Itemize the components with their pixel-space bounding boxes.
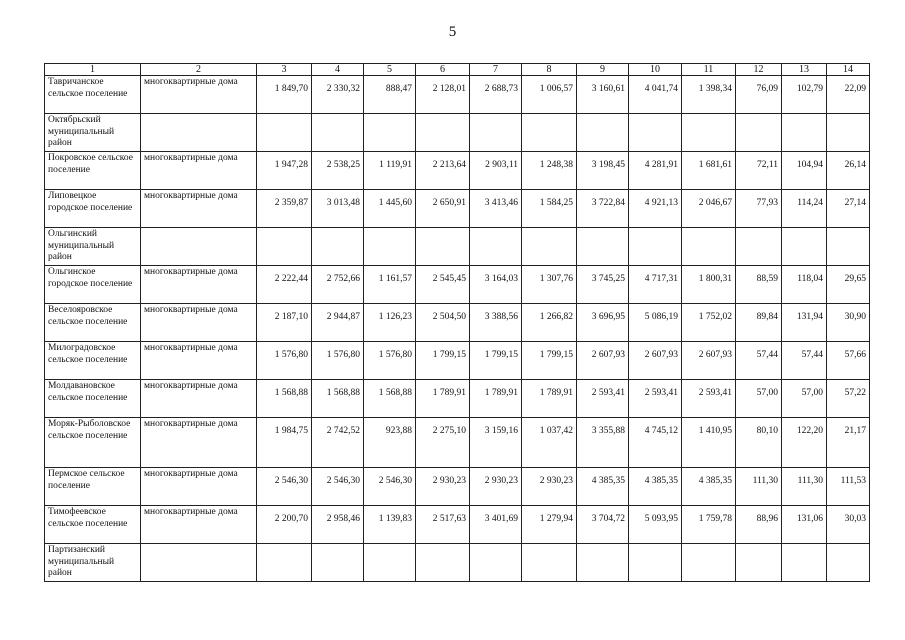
- column-header: 4: [312, 64, 364, 76]
- value-cell: 2 593,41: [577, 380, 629, 418]
- settlement-name: Моряк-Рыболовское сельское поселение: [45, 418, 141, 468]
- value-cell: 89,84: [736, 304, 782, 342]
- value-cell: 2 187,10: [257, 304, 312, 342]
- value-cell: 2 593,41: [629, 380, 682, 418]
- value-cell: 1 266,82: [522, 304, 577, 342]
- housing-type: многоквартирные дома: [141, 418, 257, 468]
- housing-type: многоквартирные дома: [141, 152, 257, 190]
- column-header: 14: [827, 64, 870, 76]
- value-cell: 111,30: [736, 468, 782, 506]
- value-cell: 5 093,95: [629, 506, 682, 544]
- column-header: 5: [364, 64, 416, 76]
- value-cell: 122,20: [782, 418, 827, 468]
- value-cell: [470, 544, 522, 582]
- value-cell: 2 607,93: [577, 342, 629, 380]
- value-cell: 27,14: [827, 190, 870, 228]
- value-cell: 2 650,91: [416, 190, 470, 228]
- housing-type: [141, 114, 257, 152]
- column-header: 3: [257, 64, 312, 76]
- value-cell: 1 410,95: [682, 418, 736, 468]
- value-cell: 2 944,87: [312, 304, 364, 342]
- value-cell: 1 799,15: [522, 342, 577, 380]
- value-cell: 3 401,69: [470, 506, 522, 544]
- value-cell: [257, 544, 312, 582]
- value-cell: 2 958,46: [312, 506, 364, 544]
- settlement-name: Ольгинский муниципальный район: [45, 228, 141, 266]
- value-cell: [312, 228, 364, 266]
- value-cell: 2 742,52: [312, 418, 364, 468]
- value-cell: 2 930,23: [470, 468, 522, 506]
- value-cell: 4 385,35: [629, 468, 682, 506]
- value-cell: 1 398,34: [682, 76, 736, 114]
- value-cell: 2 046,67: [682, 190, 736, 228]
- housing-type: многоквартирные дома: [141, 304, 257, 342]
- housing-type: многоквартирные дома: [141, 342, 257, 380]
- value-cell: 57,66: [827, 342, 870, 380]
- value-cell: [577, 114, 629, 152]
- value-cell: 3 355,88: [577, 418, 629, 468]
- value-cell: [416, 544, 470, 582]
- column-header: 1: [45, 64, 141, 76]
- value-cell: 1 752,02: [682, 304, 736, 342]
- value-cell: 2 517,63: [416, 506, 470, 544]
- value-cell: 22,09: [827, 76, 870, 114]
- value-cell: 1 789,91: [416, 380, 470, 418]
- value-cell: 2 545,45: [416, 266, 470, 304]
- settlement-name: Партизанский муниципальный район: [45, 544, 141, 582]
- value-cell: 111,30: [782, 468, 827, 506]
- value-cell: 2 930,23: [522, 468, 577, 506]
- value-cell: 57,00: [736, 380, 782, 418]
- value-cell: 1 576,80: [257, 342, 312, 380]
- value-cell: 888,47: [364, 76, 416, 114]
- column-header: 9: [577, 64, 629, 76]
- value-cell: 2 275,10: [416, 418, 470, 468]
- value-cell: 29,65: [827, 266, 870, 304]
- value-cell: 4 921,13: [629, 190, 682, 228]
- value-cell: 30,90: [827, 304, 870, 342]
- value-cell: 1 006,57: [522, 76, 577, 114]
- value-cell: 2 359,87: [257, 190, 312, 228]
- value-cell: 3 745,25: [577, 266, 629, 304]
- value-cell: 21,17: [827, 418, 870, 468]
- value-cell: [782, 544, 827, 582]
- table-row: [45, 544, 870, 582]
- value-cell: 2 538,25: [312, 152, 364, 190]
- value-cell: 2 222,44: [257, 266, 312, 304]
- value-cell: [522, 544, 577, 582]
- value-cell: [257, 114, 312, 152]
- value-cell: [257, 228, 312, 266]
- value-cell: 2 607,93: [682, 342, 736, 380]
- value-cell: 76,09: [736, 76, 782, 114]
- value-cell: 5 086,19: [629, 304, 682, 342]
- housing-type: многоквартирные дома: [141, 380, 257, 418]
- value-cell: 1 576,80: [312, 342, 364, 380]
- table-row: [45, 152, 870, 190]
- value-cell: 4 281,91: [629, 152, 682, 190]
- table-row: [45, 266, 870, 304]
- column-header: 12: [736, 64, 782, 76]
- table-body: [45, 76, 870, 582]
- housing-type: [141, 544, 257, 582]
- value-cell: 1 568,88: [257, 380, 312, 418]
- value-cell: 1 984,75: [257, 418, 312, 468]
- value-cell: 1 568,88: [312, 380, 364, 418]
- value-cell: 2 330,32: [312, 76, 364, 114]
- column-header: 10: [629, 64, 682, 76]
- settlement-name: Октябрьский муниципальный район: [45, 114, 141, 152]
- value-cell: 88,59: [736, 266, 782, 304]
- value-cell: 1 161,57: [364, 266, 416, 304]
- table-row: [45, 304, 870, 342]
- value-cell: 3 696,95: [577, 304, 629, 342]
- table-row: [45, 342, 870, 380]
- value-cell: [736, 544, 782, 582]
- value-cell: 88,96: [736, 506, 782, 544]
- value-cell: 2 546,30: [312, 468, 364, 506]
- value-cell: 1 800,31: [682, 266, 736, 304]
- value-cell: 2 930,23: [416, 468, 470, 506]
- value-cell: 80,10: [736, 418, 782, 468]
- value-cell: 1 947,28: [257, 152, 312, 190]
- value-cell: 2 546,30: [257, 468, 312, 506]
- value-cell: [312, 114, 364, 152]
- value-cell: 111,53: [827, 468, 870, 506]
- tariff-table: [44, 63, 870, 582]
- value-cell: 923,88: [364, 418, 416, 468]
- value-cell: 4 385,35: [577, 468, 629, 506]
- table-row: [45, 190, 870, 228]
- value-cell: 131,06: [782, 506, 827, 544]
- settlement-name: Тимофеевское сельское поселение: [45, 506, 141, 544]
- settlement-name: Тавричанское сельское поселение: [45, 76, 141, 114]
- value-cell: [577, 228, 629, 266]
- value-cell: [470, 114, 522, 152]
- table-row: [45, 380, 870, 418]
- value-cell: [827, 114, 870, 152]
- value-cell: 57,44: [782, 342, 827, 380]
- column-header: 6: [416, 64, 470, 76]
- value-cell: 3 164,03: [470, 266, 522, 304]
- value-cell: 3 159,16: [470, 418, 522, 468]
- table-row: [45, 114, 870, 152]
- value-cell: 1 799,15: [470, 342, 522, 380]
- value-cell: 1 681,61: [682, 152, 736, 190]
- value-cell: 3 198,45: [577, 152, 629, 190]
- header-row: [45, 64, 870, 76]
- value-cell: [364, 228, 416, 266]
- value-cell: 30,03: [827, 506, 870, 544]
- table-row: [45, 228, 870, 266]
- value-cell: 3 722,84: [577, 190, 629, 228]
- value-cell: 1 789,91: [522, 380, 577, 418]
- settlement-name: Ольгинское городское поселение: [45, 266, 141, 304]
- value-cell: [736, 228, 782, 266]
- value-cell: 1 037,42: [522, 418, 577, 468]
- value-cell: [364, 544, 416, 582]
- value-cell: 2 546,30: [364, 468, 416, 506]
- value-cell: [682, 544, 736, 582]
- value-cell: [364, 114, 416, 152]
- value-cell: 3 160,61: [577, 76, 629, 114]
- value-cell: 3 413,46: [470, 190, 522, 228]
- value-cell: 1 126,23: [364, 304, 416, 342]
- column-header: 2: [141, 64, 257, 76]
- column-header: 11: [682, 64, 736, 76]
- value-cell: 131,94: [782, 304, 827, 342]
- housing-type: многоквартирные дома: [141, 190, 257, 228]
- value-cell: 2 903,11: [470, 152, 522, 190]
- value-cell: 1 568,88: [364, 380, 416, 418]
- value-cell: 57,00: [782, 380, 827, 418]
- value-cell: [827, 228, 870, 266]
- value-cell: 118,04: [782, 266, 827, 304]
- value-cell: 4 385,35: [682, 468, 736, 506]
- value-cell: 1 307,76: [522, 266, 577, 304]
- value-cell: [682, 228, 736, 266]
- value-cell: 2 593,41: [682, 380, 736, 418]
- value-cell: 26,14: [827, 152, 870, 190]
- value-cell: 3 013,48: [312, 190, 364, 228]
- table-row: [45, 468, 870, 506]
- value-cell: 2 688,73: [470, 76, 522, 114]
- housing-type: многоквартирные дома: [141, 76, 257, 114]
- settlement-name: Милоградовское сельское поселение: [45, 342, 141, 380]
- value-cell: 104,94: [782, 152, 827, 190]
- value-cell: 1 119,91: [364, 152, 416, 190]
- value-cell: 1 799,15: [416, 342, 470, 380]
- value-cell: 4 041,74: [629, 76, 682, 114]
- value-cell: 2 213,64: [416, 152, 470, 190]
- value-cell: 57,44: [736, 342, 782, 380]
- value-cell: [416, 228, 470, 266]
- value-cell: [312, 544, 364, 582]
- value-cell: 1 139,83: [364, 506, 416, 544]
- value-cell: [522, 114, 577, 152]
- value-cell: 2 607,93: [629, 342, 682, 380]
- value-cell: 4 717,31: [629, 266, 682, 304]
- value-cell: [416, 114, 470, 152]
- housing-type: многоквартирные дома: [141, 468, 257, 506]
- column-header: 7: [470, 64, 522, 76]
- value-cell: 4 745,12: [629, 418, 682, 468]
- value-cell: 3 388,56: [470, 304, 522, 342]
- settlement-name: Молдавановское сельское поселение: [45, 380, 141, 418]
- value-cell: [522, 228, 577, 266]
- value-cell: [782, 228, 827, 266]
- value-cell: 1 445,60: [364, 190, 416, 228]
- value-cell: 2 504,50: [416, 304, 470, 342]
- housing-type: [141, 228, 257, 266]
- value-cell: [782, 114, 827, 152]
- housing-type: многоквартирные дома: [141, 266, 257, 304]
- value-cell: 2 752,66: [312, 266, 364, 304]
- table-row: [45, 76, 870, 114]
- table-row: [45, 418, 870, 468]
- value-cell: [736, 114, 782, 152]
- value-cell: 1 789,91: [470, 380, 522, 418]
- value-cell: [629, 544, 682, 582]
- settlement-name: Липовецкое городское поселение: [45, 190, 141, 228]
- value-cell: 1 584,25: [522, 190, 577, 228]
- value-cell: [577, 544, 629, 582]
- value-cell: 1 279,94: [522, 506, 577, 544]
- value-cell: 1 759,78: [682, 506, 736, 544]
- value-cell: 1 248,38: [522, 152, 577, 190]
- value-cell: 1 576,80: [364, 342, 416, 380]
- value-cell: 2 128,01: [416, 76, 470, 114]
- settlement-name: Веселояровское сельское поселение: [45, 304, 141, 342]
- value-cell: 77,93: [736, 190, 782, 228]
- value-cell: 3 704,72: [577, 506, 629, 544]
- value-cell: 1 849,70: [257, 76, 312, 114]
- value-cell: [629, 114, 682, 152]
- value-cell: [470, 228, 522, 266]
- value-cell: 114,24: [782, 190, 827, 228]
- value-cell: [682, 114, 736, 152]
- value-cell: [827, 544, 870, 582]
- value-cell: 72,11: [736, 152, 782, 190]
- column-header: 8: [522, 64, 577, 76]
- value-cell: [629, 228, 682, 266]
- settlement-name: Покровское сельское поселение: [45, 152, 141, 190]
- value-cell: 2 200,70: [257, 506, 312, 544]
- settlement-name: Пермское сельское поселение: [45, 468, 141, 506]
- value-cell: 57,22: [827, 380, 870, 418]
- column-header: 13: [782, 64, 827, 76]
- table-row: [45, 506, 870, 544]
- page-number: 5: [448, 24, 457, 40]
- housing-type: многоквартирные дома: [141, 506, 257, 544]
- value-cell: 102,79: [782, 76, 827, 114]
